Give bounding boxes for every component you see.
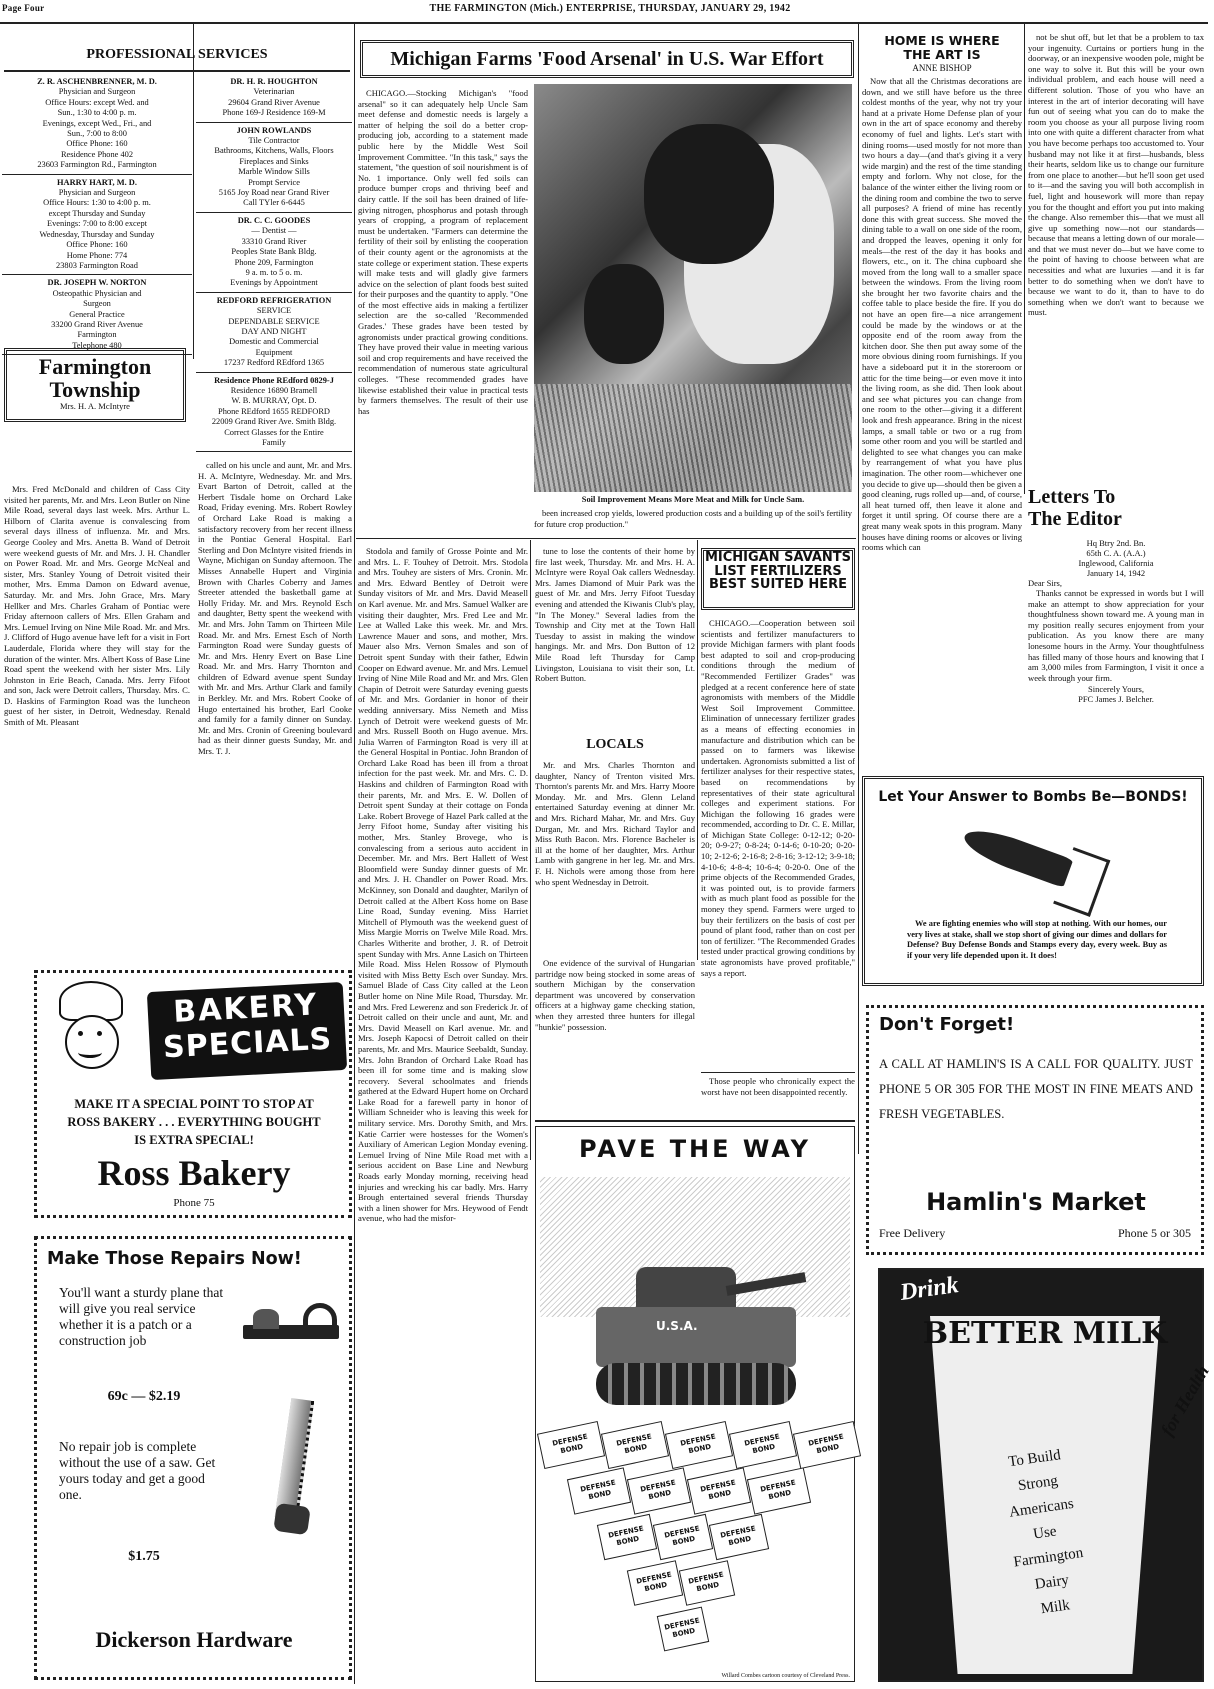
defense-bond-tile: DEFENSE BOND [627,1560,683,1606]
milk-glass-line: Farmington [1012,1544,1085,1571]
card-line: Correct Glasses for the Entire [224,427,324,437]
professional-card [196,74,352,123]
card-line: 22009 Grand River Ave. Smith Bldg. [211,417,337,427]
card-line: 33200 Grand River Avenue [51,319,143,329]
letters-address-1: Hq Btry 2nd. Bn. [1086,538,1146,548]
chef-illustration [45,981,135,1081]
card-line: 9 a. m. to 5 o. m. [245,267,303,277]
letters-signature: PFC James J. Belcher. [1078,694,1154,705]
card-line: 17237 Redford REdford 1365 [223,358,325,368]
professional-left-cards [2,74,192,364]
defense-bond-tile: DEFENSE BOND [601,1421,669,1469]
food-arsenal-continuation [534,508,852,538]
food-arsenal-headline: Michigan Farms 'Food Arsenal' in U.S. War Effort [390,48,824,70]
card-line: DAY AND NIGHT [241,326,307,336]
hardware-name: Dickerson Hardware [95,1627,293,1652]
food-arsenal-body [358,88,528,532]
card-name: DR. C. C. GOODES [237,215,311,225]
defense-bond-tile: DEFENSE BOND [747,1467,811,1514]
hardware-price-1: 69c — $2.19 [107,1389,181,1404]
card-name: DR. JOSEPH W. NORTON [47,278,147,288]
bakery-banner [147,982,347,1080]
card-line: DEPENDABLE SERVICE [228,316,320,326]
card-line: Office Phone: 160 [66,240,128,250]
card-line: Home Phone: 774 [66,250,128,260]
partridge-body [535,958,695,1088]
savants-headline-1: MICHIGAN SAVANTS [704,550,852,565]
hamlin-ad [866,1005,1204,1255]
bonds-body [907,919,1167,962]
township-text-2: called on his uncle and aunt, Mr. and Mrs. H. A. McIntyre, Wednesday. Mr. and Mrs. Evart Barton of Detroit, called at the Herbert Tisdale home on Orchard Lake Road, Friday evening. Mrs. Robert Rowley of Orchard Lake Road is making a satisfactory recovery from her recent illness in the Pontiac General Hospital. Earl Sterling and Don McIntyre visited friends in Wayne, Michigan on Sunday afternoon. The Misses Annabelle Hupert and Virginia Brown with Charles Coberry and James Streeter attended the basketball game at Holly Friday. Mr. and Mrs. Reynold Esch and daughter, Betty spent the weekend with Mr. and Mrs. John Tamm on Thirteen Mile Road. Mr. and Mrs. Ernest Esch of North Farmington Road were Sunday guests of Mr. and Mrs. Henry Evert on Base Line Road. Mr. and Mrs. Harry Thornton and children of Edward avenue spent Sunday with Mr. and Mrs. Arthur Clark and family in Berkley. Mr. and Mrs. Robert Cooke of Hugo entertained his brother, Earl Cooke and family for a family dinner on Sunday. Mr. and Mrs. Cronin of Greening boulevard had as their dinner guests Sunday, Mr. and Mrs. T. J. [198,460,352,757]
milk-ad [878,1268,1214,1682]
bakery-phone: Phone 75 [173,1197,215,1209]
calf-shape [584,264,664,364]
township-byline: Mrs. H. A. McIntyre [60,401,130,412]
letters-section [1028,486,1204,758]
card-line: Evenings by Appointment [230,278,318,288]
savants-quip-text: Those people who chronically expect the worst have not been disappointed recently. [701,1076,855,1097]
card-line: Prompt Service [248,177,300,187]
savants-quip [701,1076,855,1116]
township-text-1: Mrs. Fred McDonald and children of Cass City visited her parents, Mr. and Mrs. Leon Butler on Nine Mile Road, several days last week. Mrs. Arthur L. Hilborn of Clarita avenue is convalescing from several days illness of influenza. Mr. and Mrs. George Cooley and Mrs. Anetta B. Wand of Detroit were weekend guests of Mr. and Mrs. J. H. Chandler on Power Road. Mr. and Mrs. George McNeal and sister, Mrs. Stanley Young of Detroit visited their mother, Mrs. Emma Damon on Edward avenue, Saturday. Mr. and Mrs. John Grace, Mrs. Mary Hellker and Mrs. Charles Graham of Pontiac were Friday afternoon callers of Mrs. Ellen Graham and Mrs. Lemuel Irving on Nine Mile Road. Mr. and Mrs. J. Clifford of Hugo avenue have left for a visit in Fort Lauderdale, Florida where they will stay for the duration of the winter. Mrs. Albert Koss of Base Line Road spent the weekend with her sister Mrs. Lily Johnston in Erie Beach, Canada. Mrs. Jerry Fifoot and son, Jack were Detroit callers, Thursday. Mrs. C. D. Haskins of Farmington Road was the luncheon guest of her sister, in Detroit, Wednesday. Renald Smith of Mt. Pleasant [4,484,190,728]
professional-card [196,373,352,453]
card-line: Residence Phone 402 [60,149,134,159]
home-art-text: Now that all the Christmas decorations are down, and we still have before us the three coldest months of the year, why not try your hand at a private Home Defense plan of your own in the art of space economy and thereby economy of fuel and lights. Let's start with dining rooms—used mostly for not more than two hours a day—(and that's giving it a very wide margin) and the rest of the time standing empty and forlorn. Why not close, for the balance of the winter either the living room or the dining room and combine the two to serve all purposes? A friend of mine has recently done this with great success. She moved the dining table to a wall on one side of the room, and dropped the leaves, opening it only for meals—the rest of the day it has books and flowers, etc., on it. The china cupboard she moved from the long wall to a smaller space between the windows. From the living room she brought her two favorite chairs and the coffee table to place beside the fire. If you do not have an open fire—a nice arrangement could be made by the windows or at the opposite end of the room away from the kitchen door. She then put away some of the more obvious dining room furnishings. If you have a sideboard put it in the storeroom or attic for the time being—or even move it into the living room, as she did. Then look about and see what pictures you can change from one room to the other—giving it a different look and fresh appearance. Bring in the nicest lamps, a small table or two or a rug from some other room and you will be startled and delighted to see what changes you can make by rearrangement of what you have plus imagination. The other room—whichever one you decide to give up—should then be given a good cleaning, rugs rolled up—and, of course, all heat turned off, then leave it alone and forget it until spring. Of course there are a great many weak spots in this program. Many houses have dining rooms or alcoves or living rooms which can [862,76,1022,553]
bakery-text-3: IS EXTRA SPECIAL! [134,1133,254,1147]
tank-label: U.S.A. [656,1319,698,1333]
home-art-byline: ANNE BISHOP [912,63,972,73]
milk-product: BETTER MILK [922,1316,1168,1351]
card-line: General Practice [69,309,125,319]
card-line: Phone REdford 1655 REDFORD [218,406,330,416]
bomb-icon [954,801,1119,918]
card-name: JOHN ROWLANDS [236,125,312,135]
milk-glass-line: Milk [1039,1597,1071,1618]
defense-bond-tile: DEFENSE BOND [653,1514,713,1560]
bond-road [540,1427,850,1667]
partridge-text: One evidence of the survival of Hungarian partridge now being stocked in some areas of southern Michigan by the conservation department was uncovered by conservation officers at a highway game checking station, when they arrested three hunters for illegal "hunkie" possession. [535,958,695,1032]
home-art-text-2: not be shut off, but let that be a problem to tax your ingenuity. Curtains or portiers hung in the doorway, or an inexpensive wooden pole, might be one way to solve it. But this will be your own individual problem, and each house will need a different solution. Those of you who have an interest in the art of interior decorating will have fun out of seeing what you can do to make the room you choose as your all purpose living room into one with quite a different character from what you have become perhaps too accustomed to. Your husband may not like it at first—husbands, bless their hearts, seldom like us to change our furniture from one place to another—but he'll soon get used to it—and the saving you will both accomplish in fuel, light and housework will more than repay you for the thought and effort you put into making the change. Also remember this—that we must all give up something now—not our standards—because that means a letting down of our morale—and that we must never do—but we have come to the point of having to choose between what are necessities and what are luxuries —and it is far better to do something when we don't have to because we want to do it, than to have to do something when we don't want to because we must. [1028,32,1204,318]
card-line: Marble Window Sills [238,167,310,177]
cow-photo-caption: Soil Improvement Means More Meat and Milk for Uncle Sam. [581,495,805,504]
hardware-heading: Make Those Repairs Now! [47,1249,302,1269]
bonds-ad [862,776,1204,986]
card-line: Office Hours: 1:30 to 4:00 p. m. [43,198,151,208]
mid-news-column-2 [535,546,695,726]
township-column-2 [198,460,352,955]
card-line: Physician and Surgeon [58,188,136,198]
card-line: Telephone 480 [72,340,122,350]
card-line: Office Hours: except Wed. and [45,97,149,107]
masthead-rule [0,22,1208,24]
col-divider [858,24,859,1154]
bonds-text: We are fighting enemies who will stop at nothing. With our homes, our very lives at stake, shall we stop short of giving our dimes and dollars for Defense? Buy Defense Bonds and Stamps every day, every week. Buy as if your very life depended upon it. It does! [907,919,1167,960]
professional-card [2,175,192,276]
milk-glass-line: Dairy [1033,1572,1070,1593]
letters-date: January 14, 1942 [1086,568,1146,578]
mid-news-column-1 [358,546,528,1680]
locals-text: Mr. and Mrs. Charles Thornton and daughter, Nancy of Trenton visited Mrs. Thornton's parents Mr. and Mrs. Harry Moore Monday. Mr. and Mrs. Glenn Leland entertained Saturday evening at dinner Mr. and Mrs. Richard Mahar, Mr. and Mrs. Guy Durgan, Mr. and Mrs. Richard Taylor and Miss Ruth Bacon. Mrs. Florence Bacheler is ill at the home of her daughter, Mrs. Arthur Lamb with gangrene in her leg. Mr. and Mrs. F. H. Nichols were among those from here who spent Wednesday in Detroit. [535,760,695,887]
hardware-price-2: $1.75 [128,1549,160,1564]
card-line: SERVICE [256,306,292,316]
hamlin-delivery: Free Delivery [879,1226,946,1240]
milk-glass-line: Strong [1017,1472,1059,1495]
food-arsenal-text: CHICAGO.—Stocking Michigan's "food arsenal" so it can adequately help Uncle Sam meet defense and domestic needs is largely a matter of helping the soil do a better crop-producing job, according to a statement made public here by the Middle West Soil Improvement Committee. "In this task," says the statement, "the question of soil nourishment is of No. 1 importance. Only well fed soils can produce bumper crops and thriving beef and dairy cattle. If the soil has been drained of life-giving nitrogen, phosphorus and potash through years of cropping, a program of replacement must be undertaken. "Farmers can determine the fertility of their soil by enlisting the cooperation of their county agent or the agronomists at the state college or experiment station. These experts will make tests and will gladly give farmers advice on the selection of plant foods best suited for their purposes and the quantity to apply. "One of the most effective aids in making a fertilizer selection are the so-called 'Recommended Grades.' These grades have been tested by agronomists under practical growing conditions. They have proved their value in meeting various soil and crop requirements and have received the recommendation of numerous state agricultural colleges. "These recommended grades have likewise established their value in practical tests by farmers themselves. The result of their use has [358,88,528,416]
col-divider [354,24,355,1684]
defense-bond-tile: DEFENSE BOND [729,1421,797,1469]
card-line: Bathrooms, Kitchens, Walls, Floors [214,146,334,156]
hardware-text-2: No repair job is complete without the use of a saw. Get yours today and get a good one. [59,1439,216,1502]
col-divider [530,540,531,1160]
locals-heading: LOCALS [586,737,644,752]
professional-card [196,213,352,293]
card-line: — Dentist — [251,226,297,236]
card-line: 5165 Joy Road near Grand River [218,188,330,198]
savants-headline-box [701,548,855,610]
defense-bond-tile: DEFENSE BOND [537,1421,605,1469]
home-art-headline-1: HOME IS WHERE [884,33,1000,48]
savants-body [701,618,855,1068]
card-name: REDFORD REFRIGERATION [216,295,332,305]
card-line: 23803 Farmington Road [56,260,138,270]
locals-body [535,760,695,950]
home-art-headline-2: THE ART IS [903,47,981,62]
bakery-text-2: ROSS BAKERY . . . EVERYTHING BOUGHT [67,1115,321,1129]
defense-bond-tile: DEFENSE BOND [679,1560,735,1606]
card-line: Residence 16890 Bramell [230,385,318,395]
card-line: Call TYler 6-6445 [243,198,305,208]
card-line: Evenings: 7:00 to 8:00 except [46,219,148,229]
card-name: DR. H. R. HOUGHTON [230,77,318,86]
defense-bond-tile: DEFENSE BOND [687,1467,751,1514]
township-title-1: Farmington [38,354,152,379]
defense-bond-tile: DEFENSE BOND [567,1467,631,1514]
township-column-1 [4,484,190,954]
letters-address-2: 65th C. A. (A.A.) [1086,548,1146,558]
hardware-text-1: You'll want a sturdy plane that will give you real service whether it is a patch or a construction job [59,1285,224,1348]
professional-card [2,74,192,175]
card-line: 23603 Farmington Rd., Farmington [37,160,157,170]
col-divider [697,540,698,960]
col-divider [1024,24,1025,494]
hamlin-body: A CALL AT HAMLIN'S IS A CALL FOR QUALITY. JUST PHONE 5 OR 305 FOR THE MOST IN FINE MEATS AND FRESH VEGETABLES. [879,1057,1193,1121]
card-line: Sun., 7:00 to 8:00 [67,129,127,139]
card-line: Evenings, except Wed., Fri., and [42,118,152,128]
card-name: Residence Phone REdford 0829-J [214,375,334,385]
food-arsenal-cont-text: been increased crop yields, lowered production costs and a building up of the soil's fertility for future crop production." [534,508,852,529]
card-line: Domestic and Commercial [229,337,319,347]
card-line: Surgeon [83,299,111,309]
savants-text: CHICAGO.—Cooperation between soil scientists and fertilizer manufacturers to provide Michigan farmers with plant foods best adapted to soil and crop-producing conditions through the medium of "Recommended Fertilizer Grades" was pledged at a recent conference here of state agronomists with members of the Middle West Soil Improvement Committee. Elimination of unnecessary fertilizer grades as a means of effecting economies in manufacture and distribution which can be passed on to farmers was likewise undertaken. Agronomists submitted a list of fertilizer analyses for their respective states, based on recommendations by representatives of their state agricultural colleges and experiment stations. For Michigan the following 16 grades were recommended, according to Dr. C. E. Millar, of Michigan State College: 0-12-12; 0-20-20; 0-9-27; 0-8-24; 0-14-6; 0-10-20; 0-20-10; 2-12-6; 2-16-8; 2-8-16; 3-12-12; 3-9-18; 4-10-6; 4-8-4; 10-6-4; 0-20-0. One of the prime objects of the Recommended Grades, it was pointed out, is to provide farmers with as much plant food as possible for the money they spend. Farmers were urged to buy their fertilizers on the basis of cost per pound of plant food, rather than on cost per ton of fertilizer. "The Recommended Grades tested under practical growing conditions by state agronomists have proved profitable," says a report. [701,618,855,978]
card-line: except Thursday and Sunday [48,208,146,218]
card-line: Phone 169-J Residence 169-M [222,108,326,118]
milk-glass-line: Americans [1008,1495,1075,1521]
pave-credit: Willard Combes cartoon courtesy of Cleveland Press. [721,1673,850,1679]
bakery-ad [34,970,352,1218]
masthead-title: THE FARMINGTON (Mich.) ENTERPRISE, THURSDAY, JANUARY 29, 1942 [429,3,791,14]
savants-headline-3: BEST SUITED HERE [708,577,848,593]
section-rule [701,1072,855,1073]
card-line: Physician and Surgeon [58,87,136,97]
defense-bond-tile: DEFENSE BOND [597,1514,657,1560]
defense-bond-tile: DEFENSE BOND [665,1421,733,1469]
section-rule [535,1120,855,1122]
letters-heading-1: Letters To [1028,486,1116,508]
township-title-2: Township [49,377,141,403]
township-masthead [4,348,186,422]
savants-headline-2: LIST FERTILIZERS [714,563,842,579]
letters-body [1028,588,1204,683]
grass [534,384,852,492]
col-divider [193,24,194,359]
home-art-body [862,76,1022,731]
card-line: Tile Contractor [248,136,300,146]
saw-icon [245,1399,341,1539]
letters-text: Thanks cannot be expressed in words but I will make an attempt to show appreciation for your thoughtfulness shown toward me. A young man in my position really secures enjoyment from your publication. As you know there are many lonesome hours in the Army. Your thoughtfulness has filled many of those hours and knowing that I am 3,000 miles from Farmington, I visit it once a week through your firm. [1028,588,1204,683]
card-line: Peoples State Bank Bldg. [231,247,317,257]
plane-icon [243,1303,339,1343]
letters-salutation: Dear Sirs, [1028,578,1062,588]
hamlin-name: Hamlin's Market [926,1188,1146,1216]
hamlin-phone: Phone 5 or 305 [1118,1226,1191,1240]
cow-shape [644,124,774,264]
milk-drink: Drink [898,1272,961,1306]
card-line: Osteopathic Physician and [52,288,142,298]
food-arsenal-headline-box [360,40,854,78]
defense-bond-tile: DEFENSE BOND [657,1607,709,1652]
card-name: HARRY HART, M. D. [57,177,137,187]
bonds-heading: Let Your Answer to Bombs Be—BONDS! [878,789,1188,805]
milk-glass-line: Use [1032,1523,1058,1543]
professional-rule [4,70,350,72]
card-line: Equipment [255,347,293,357]
home-art-column-2 [1028,32,1204,486]
mid-news-text-1: Stodola and family of Grosse Pointe and Mr. and Mrs. L. F. Touhey of Detroit. Mrs. Stodola and Mrs. Touhey are sisters of Mrs. Cronin. Mr. and Mrs. Edward Bentley of Detroit were Sunday visitors of Mr. and Mrs. David Measell on Karl avenue. Mr. and Mrs. Samuel Walker are visiting their daughter, Mrs. Fred Lee and Mr. Lee at Walled Lake this week. Mr. and Mrs. Lawrence Mauer and sons, and mother, Mrs. Mauer also Mrs. Vernon Smales and son of Detroit spent Sunday with their father, Edwin Cooper on Edward avenue. Mr. and Mrs. Lemuel Irving of Nine Mile Road and Mr. and Mrs. Glen Chapin of Detroit were Saturday evening guests of Mr. and Mrs. Gordanier in honor of their wedding anniversary. Miss Nemeth and Miss Lynch of Detroit were weekend guests of Mr. and Mrs. Russell Booth on Hugo avenue. Mrs. Julia Warren of Farmington Road is very ill at the General Hospital in Pontiac. John Brandon of Orchard Lake Road has been ill from a throat infection for the past week. Mr. and Mrs. C. D. Haskins and children of Farmington Road with their parents, Mr. and Mrs. E. W. Dollen of Detroit spent Sunday at their cottage on Fonda Lake. Robert Brovege of Hazel Park called at the Jerry Fifoot home, Sunday after visiting his mother, Mrs. Stanley Brovege, who is convalescing from a serious auto accident in December. Mr. and Mrs. Bert Hallett of West Bloomfield were Sunday dinner guests of Mr. and Mrs. J. H. Chandler on Power Road. Mrs. McKinney, son Donald and daughter, Marilyn of Detroit called at the Albert Koss home on Base Line Road, Sunday evening. Miss Harriet Mitchell of Plymouth was the weekend guest of Miss Margie Morris on Twelve Mile Road. Mrs. Charles Witherite and brother, J. R. of Detroit spent Sunday with Mrs. Anne Lasich on Thirteen Mile Road. Miss Helen Rossow of Plymouth visited with Miss Betty Esch over Sunday. Mrs. Samuel Blade of Cass City called at the Leon Butler home on Nine Mile Road, Thursday. Mr. and Mrs. Fred Lewerenz and son Frederick Jr. of Detroit called on their uncle and aunt, Mr. and Mrs. David Measell on Karl avenue. Mr. and Mrs. Joseph Kapocsi of Detroit called on their parents, Mr. and Mrs. Maurice Seebaldt, Sunday. Mrs. John Brandon of Orchard Lake Road has been ill for some time and is making slow recovery. Several schoolmates and friends gathered at the Edward Hupert home on Orchard Lake Road for a farewell party in honor of William Schneider who is leaving this week for military service. Mrs. Dorothy Smith, and Mrs. Katie Carrier were hostesses for the Women's Auxiliary of American Legion Monday evening. Lemuel Irving of Nine Mile Road met with a serious accident on Base Line and Newburg Roads early Monday morning, receiving head injuries and wrecking his car badly. Mrs. Harry Brough entertained several friends Thursday with a linen shower for Mrs. Heywood of Fendt avenue, who had the misfor- [358,546,528,1224]
card-line: 33310 Grand River [241,236,307,246]
card-line: Wednesday, Thursday and Sunday [39,229,155,239]
hamlin-heading: Don't Forget! [879,1014,1015,1035]
cow-photo [534,84,852,492]
professional-card [2,275,192,355]
section-rule [356,538,856,539]
card-line: W. B. MURRAY, Opt. D. [231,396,317,406]
hardware-ad [34,1236,352,1680]
defense-bond-tile: DEFENSE BOND [627,1467,691,1514]
letters-address-3: Inglewood, California [1078,558,1154,568]
milk-glass-line: To Build [1007,1447,1062,1471]
professional-card [196,293,352,373]
milk-tagline: for Health [1157,1362,1214,1440]
letters-heading-2: The Editor [1028,508,1122,530]
pave-cartoon [535,1126,855,1682]
professional-heading: PROFESSIONAL SERVICES [86,47,268,62]
bakery-name: Ross Bakery [97,1153,291,1193]
pave-title: PAVE THE WAY [579,1135,811,1163]
mid-news-text-2: tune to lose the contents of their home by fire last week, Thursday. Mr. and Mrs. H. A. McIntyre were Royal Oak callers Wednesday. Mrs. James Diamond of Muir Park was the guest of Mr. and Mrs. Jerry Fifoot Tuesday evening and attended the Kiwanis Club's play, "In The Money." Several ladies from the Township and City met at the Town Hall Tuesday to assist in making the window hangings. Mr. and Mrs. Don Button of 12 Mile Road left Thursday for Camp Livingston, Louisiana to visit their son, Lt. Robert Button. [535,546,695,684]
card-line: Farmington [77,330,117,340]
defense-bond-tile: DEFENSE BOND [709,1514,769,1560]
milk-glass-text [949,1435,1142,1632]
card-line: Family [262,438,286,447]
card-line: Office Phone: 160 [66,139,128,149]
card-line: Fireplaces and Sinks [239,156,309,166]
bakery-banner-line1: BAKERY [172,987,320,1030]
defense-bond-tile: DEFENSE BOND [793,1421,861,1469]
card-line: 29604 Grand River Avenue [228,97,320,107]
card-line: Phone 209, Farmington [234,257,314,267]
card-line: Sun., 1:30 to 4:00 p. m. [57,108,137,118]
professional-card [196,123,352,213]
bakery-text-1: MAKE IT A SPECIAL POINT TO STOP AT [74,1097,314,1111]
card-name: Z. R. ASCHENBRENNER, M. D. [37,77,157,86]
bakery-banner-line2: SPECIALS [162,1021,334,1066]
letters-closing: Sincerely Yours, [1088,684,1144,695]
tank [596,1267,806,1417]
card-line: Veterinarian [253,87,295,97]
professional-right-cards [196,74,352,454]
page-label: Page Four [2,3,45,13]
